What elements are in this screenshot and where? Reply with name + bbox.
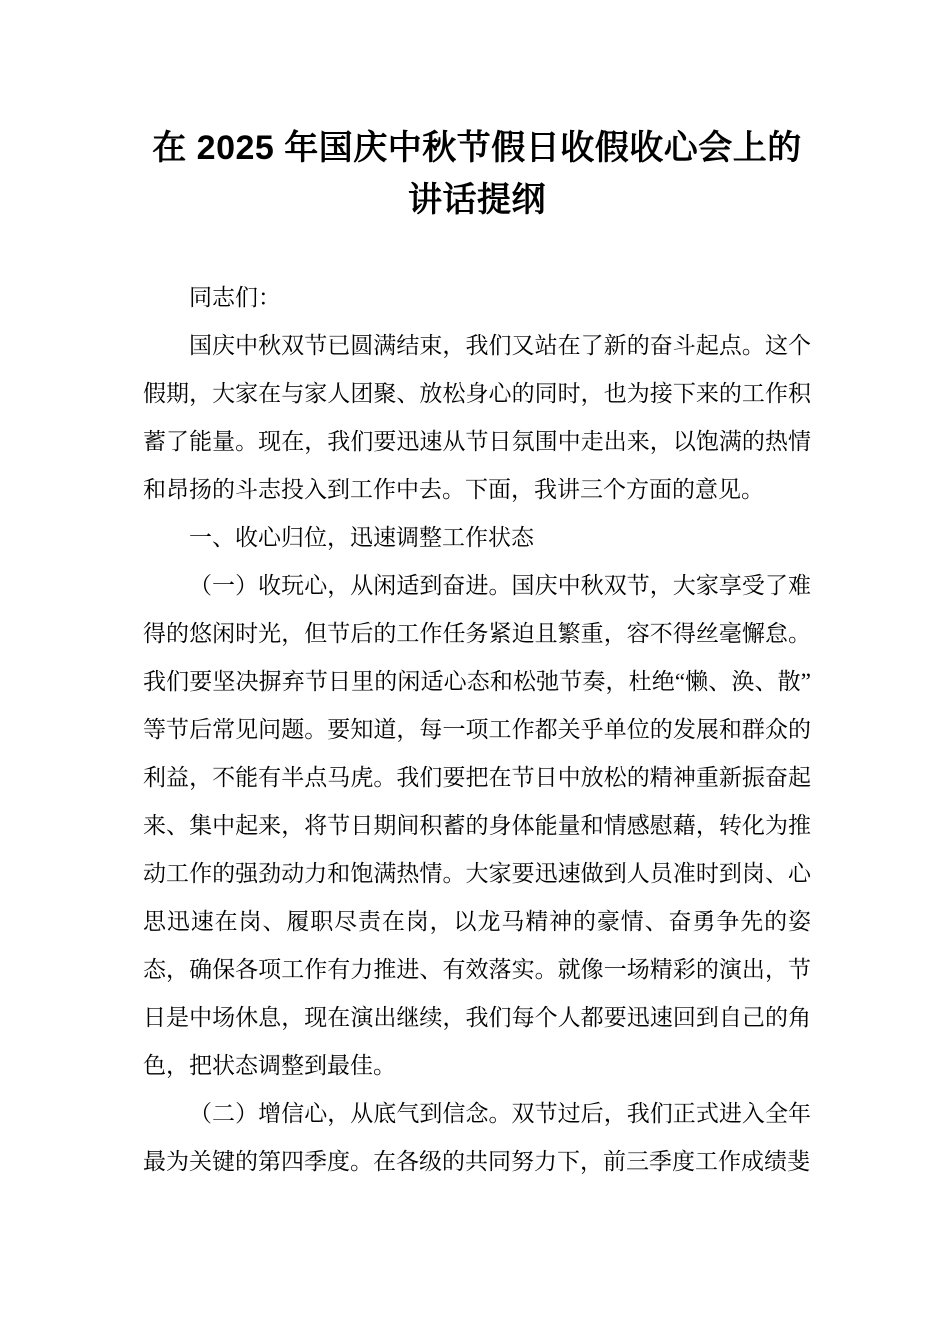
- paragraph-point-1: （一）收玩心，从闲适到奋进。国庆中秋双节，大家享受了难得的悠闲时光，但节后的工作任务紧迫且繁重，容不得丝毫懈怠。我们要坚决摒弃节日里的闲适心态和松弛节奏，杜绝“懒、涣、散”等节后常见问题。要知道，每一项工作都关乎单位的发展和群众的利益，不能有半点马虎。我们要把在节日中放松的精神重新振奋起来、集中起来，将节日期间积蓄的身体能量和情感慰藉，转化为推动工作的强劲动力和饱满热情。大家要迅速做到人员准时到岗、心思迅速在岗、履职尽责在岗，以龙马精神的豪情、奋勇争先的姿态，确保各项工作有力推进、有效落实。就像一场精彩的演出，节日是中场休息，现在演出继续，我们每个人都要迅速回到自己的角色，把状态调整到最佳。: [143, 573, 811, 1078]
- paragraph-section-heading-1: 一、收心归位，迅速调整工作状态: [189, 525, 534, 550]
- document-title-line-1: 在 2025 年国庆中秋节假日收假收心会上的: [152, 129, 802, 167]
- document-title: [143, 122, 811, 226]
- document-body: [143, 274, 811, 1186]
- paragraph-intro: 国庆中秋双节已圆满结束，我们又站在了新的奋斗起点。这个假期，大家在与家人团聚、放松身心的同时，也为接下来的工作积蓄了能量。现在，我们要迅速从节日氛围中走出来，以饱满的热情和昂扬的斗志投入到工作中去。下面，我讲三个方面的意见。: [143, 333, 811, 502]
- paragraph-salutation: 同志们：: [189, 285, 281, 310]
- document-title-line-2: 讲话提纲: [408, 181, 546, 219]
- paragraph-point-2-truncated: （二）增信心，从底气到信念。双节过后，我们正式进入全年最为关键的第四季度。在各级的共同努力下，前三季度工作成绩斐: [143, 1101, 811, 1174]
